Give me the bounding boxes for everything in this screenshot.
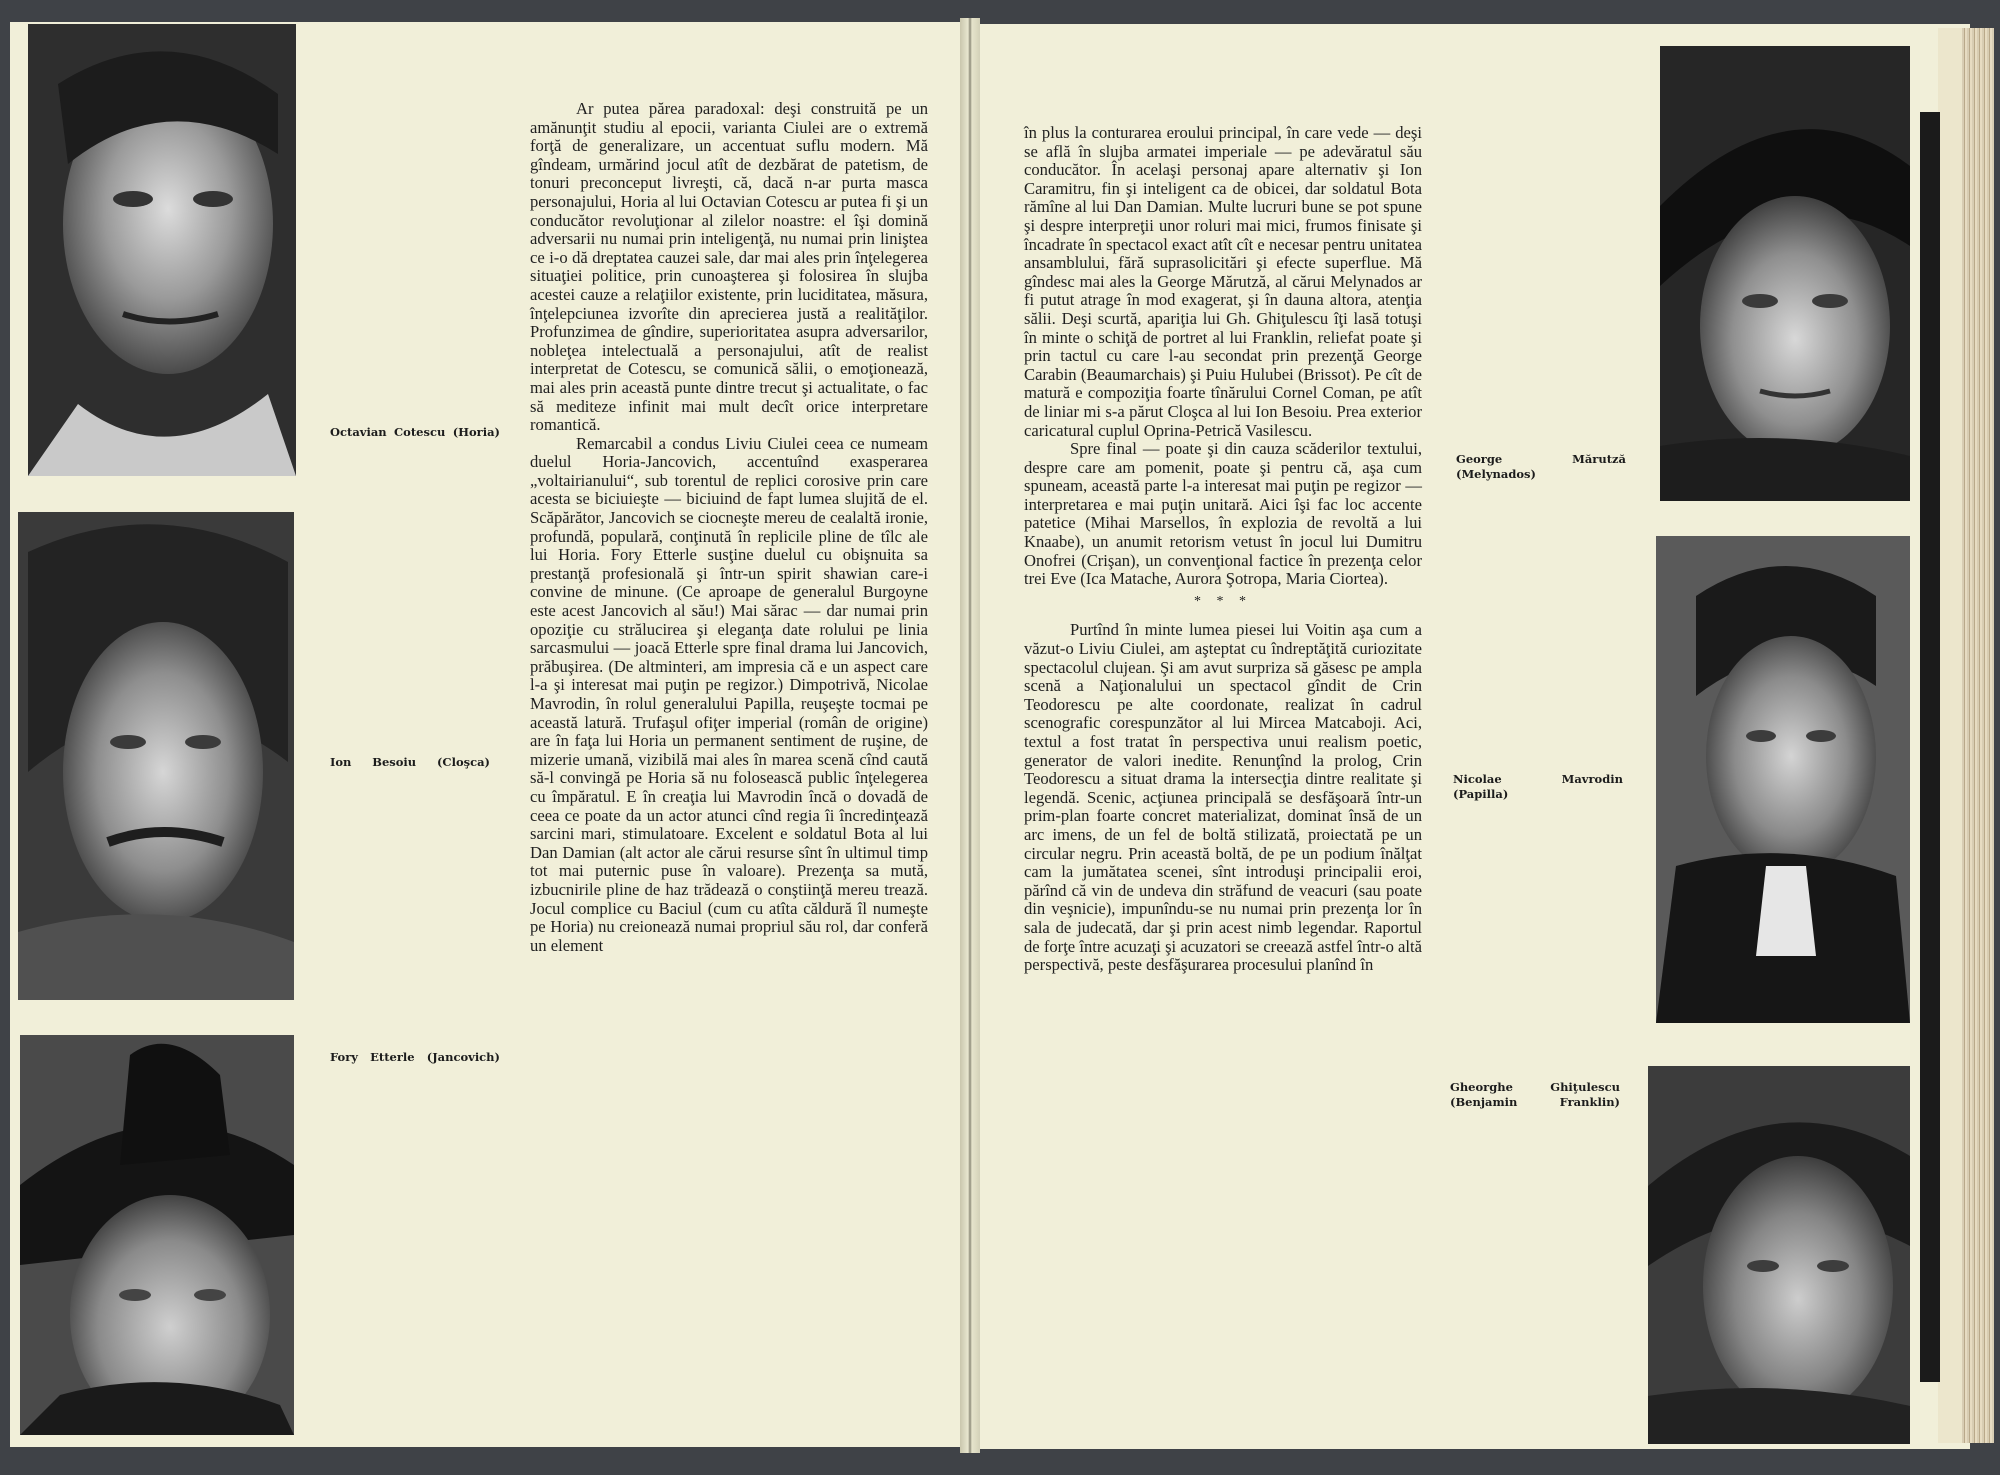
photo-ion-besoiu xyxy=(18,512,294,1000)
paragraph: Spre final — poate şi din cauza scăderilor textului, despre care am pomenit, poate şi pentru că, aşa cum spuneam, această parte l-a interesat mai puţin pe regizor — interpretarea e mai puţin unitară. Aici îşi fac loc accente patetice (Mihai Marsellos, în explozia de revoltă a lui Knaabe), un anumit retorism vetust în jocul lui Dumitru Onofrei (Crişan), un convenţional factice în prezenţa celor trei Eve (Ica Matache, Aurora Şotropa, Maria Ciortea). xyxy=(1024,439,1422,589)
photo-gheorghe-ghitulescu xyxy=(1648,1066,1910,1444)
photo-nicolae-mavrodin xyxy=(1656,536,1910,1023)
left-text-column xyxy=(530,100,928,955)
caption-besoiu: Ion Besoiu (Cloşca) xyxy=(330,755,490,769)
page-margin-strip xyxy=(1938,28,1964,1443)
caption-etterle: Fory Etterle (Jancovich) xyxy=(330,1050,500,1064)
caption-cotescu: Octavian Cotescu (Horia) xyxy=(330,425,500,439)
caption-marutza: George Mărutză (Melynados) xyxy=(1456,452,1626,481)
paragraph: Remarcabil a condus Liviu Ciulei ceea ce numeam duelul Horia-Jancovich, accentuînd exasperarea „voltairianului“, sub torentul de replici corosive prin care acesta se biciuieşte — biciuind de fapt lumea slujită de el. Scăpărător, Jancovich se ciocneşte mereu de cealaltă ironie, profundă, populară, conţinută în replicile pline de tîlc ale lui Horia. Fory Etterle susţine duelul cu obişnuita sa prestanţă profesională şi într-un spirit shawian care-i convine de minune. (Ce aproape de generalul Burgoyne este acest Jancovich al său!) Mai sărac — dar numai prin opoziţie cu strălucirea şi eleganţa date rolului pe linia sarcasmului — joacă Etterle spre final drama lui Jancovich, prăbuşirea. (De altminteri, am impresia că e un aspect care l-a şi interesat mai puţin pe regizor.) Dimpotrivă, Nicolae Mavrodin, în rolul generalului Papilla, reuşeşte tocmai pe această latură. Trufaşul ofiţer imperial (român de origine) are în faţa lui Horia un permanent sentiment de ruşine, de mizerie umană, vizibilă mai ales în marea scenă cînd caută să-l convingă pe Horia să nu folosească public înţelegerea cu împăratul. E în creaţia lui Mavrodin încă o dovadă de ceea ce poate da un actor atunci cînd regia îi încredinţează sarcini mari, stimulatoare. Excelent e soldatul Bota al lui Dan Damian (alt actor ale cărui resurse sînt în ultimul timp tot mai puternic puse în valoare). Prezenţa sa mută, izbucnirile pline de haz trădează o conştiinţă mereu trează. Jocul complice cu Baciul (cum cu atîta căldură îl numeşte pe Horia) nu creionează numai propriul său rol, dar conferă un element xyxy=(530,433,928,955)
photo-fory-etterle xyxy=(20,1035,294,1435)
thumb-index-bar xyxy=(1920,112,1940,1382)
caption-mavrodin: Nicolae Mavrodin (Papilla) xyxy=(1453,772,1623,801)
right-text-column xyxy=(1024,124,1422,975)
photo-george-marutza xyxy=(1660,46,1910,501)
paragraph: Purtînd în minte lumea piesei lui Voitin aşa cum a văzut-o Liviu Ciulei, am aşteptat cu îndreptăţită curiozitate spectacolul clujean. Şi am avut surpriza să găsesc pe ampla scenă a Naţionalului un spectacol gîndit de Crin Teodorescu pe alte coordonate, realizat în cadrul scenografic corespunzător al lui Mircea Matcaboji. Aci, textul a fost tratat în perspectiva unui realism poetic, generator de valori inedite. Renunţînd la prolog, Crin Teodorescu a situat drama la intersecţia dintre realitate şi legendă. Scenic, acţiunea principală se desfăşoară într-un prim-plan foarte concret materializat, dominat însă de un arc imens, de un fel de boltă stilizată, proiectată pe un circular negru. Prin această boltă, de pe un podium înălţat cam la jumătatea scenei, sînt introduşi principalii eroi, părînd că vin de undeva din străfund de veacuri (sau poate din veşnicie), impunîndu-se nu numai prin prezenţa lor în sala de judecată, dar şi prin acest nimb legendar. Raportul de forţe între acuzaţi şi acuzatori se creează astfel într-o altă perspectivă, peste desfăşurarea procesului planînd în xyxy=(1024,620,1422,975)
photo-octavian-cotescu xyxy=(28,24,296,476)
caption-ghitulescu: Gheorghe Ghiţulescu (Benjamin Franklin) xyxy=(1450,1080,1620,1109)
paragraph: în plus la conturarea eroului principal, în care vede — deşi se află în slujba armatei imperiale — pe adevăratul său conducător. În acelaşi personaj apare alternativ şi Ion Caramitru, fin şi inteligent ca de obicei, dar soldatul Bota rămîne al lui Dan Damian. Multe lucruri bune se pot spune şi despre interpreţii unor roluri mai mici, frumos finisate şi încadrate în spectacol exact atît cît e necesar pentru unitatea ansamblului, fără suprasolicitări şi efecte superflue. Mă gîndesc mai ales la George Mărutză, al cărui Melynados ar fi putut atrage în mod exagerat, şi în dauna altora, atenţia sălii. Deşi scurtă, apariţia lui Gh. Ghiţulescu îţi lasă totuşi în minte o schiţă de portret al lui Franklin, reliefat poate şi prin tactul cu care l-au secondat prin prezenţă George Carabin (Beaumarchais) şi Puiu Hulubei (Brissot). Pe cît de matură e compoziţia foarte tînărului Cornel Coman, pe atît de liniar mi s-a părut Cloşca al lui Ion Besoiu. Prea exterior caricatural cuplul Oprina-Petrică Vasilescu. xyxy=(1024,123,1422,440)
paragraph: Ar putea părea paradoxal: deşi construită pe un amănunţit studiu al epocii, varianta Ciulei are o extremă forţă de generalizare, un accentuat suflu modern. Mă gîndeam, urmărind jocul atît de dezbărat de patetism, de tonuri preconceput livreşti, că, dacă n-ar purta masca personajului, Horia al lui Octavian Cotescu ar putea fi şi un conducător revoluţionar al zilelor noastre: el îşi domină adversarii nu numai prin inteligenţă, nu numai prin liniştea ce i-o dă dreptatea cauzei sale, dar mai ales prin înţelegerea situaţiei politice, prin cunoaşterea şi folosirea în slujba acestei cauze a relaţiilor existente, prin luciditatea, măsura, înţelepciunea izvorîte din aprecierea justă a realităţilor. Profunzimea de gîndire, superioritatea asupra adversarilor, nobleţea intelectuală a personajului, atît de realist interpretat de Cotescu, se comunică sălii, o emoţionează, mai ales prin această punte dintre trecut şi actualitate, o fac să mediteze infinit mai mult decît orice interpretare romantică. xyxy=(530,99,928,435)
book-gutter xyxy=(960,18,980,1453)
page-edges xyxy=(1962,28,1994,1443)
section-separator: * * * xyxy=(1194,593,1252,609)
